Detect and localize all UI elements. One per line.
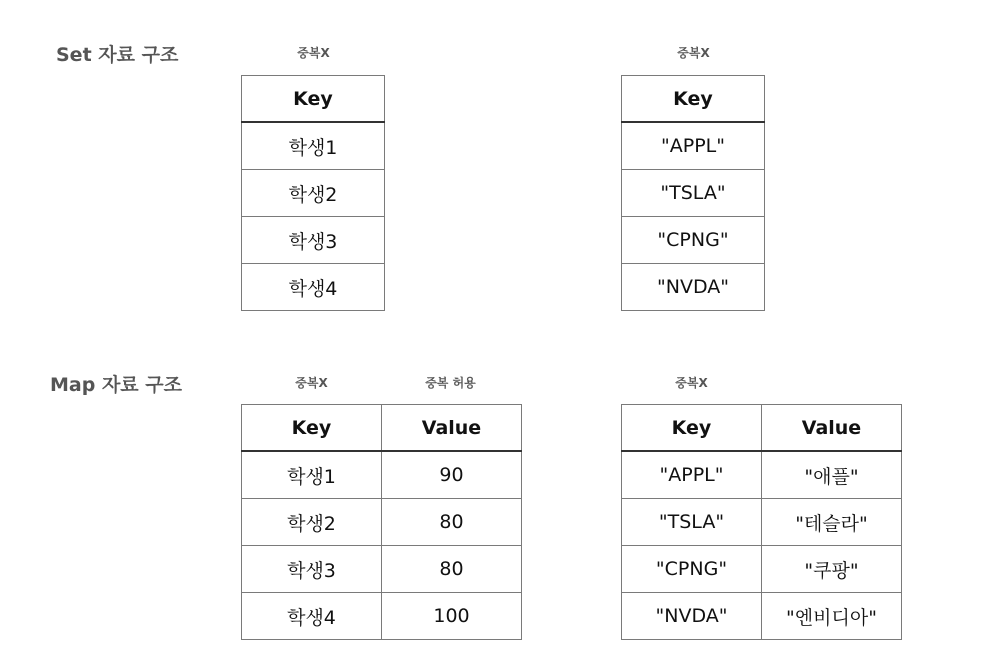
map-ticker-company-table: [621, 404, 902, 640]
value-cell: 80: [382, 546, 522, 593]
table-row: [622, 122, 765, 170]
value-cell: "쿠팡": [762, 546, 902, 593]
table-cell: "TSLA": [622, 170, 765, 217]
key-cell: 학생1: [242, 451, 382, 499]
table-row: [242, 499, 522, 546]
key-cell: 학생2: [242, 499, 382, 546]
value-cell: 80: [382, 499, 522, 546]
set-ticker-table: [621, 75, 765, 311]
table-row: [242, 451, 522, 499]
set-section-title: Set 자료 구조: [56, 44, 179, 66]
key-header: Key: [622, 405, 762, 452]
table-row: [622, 217, 765, 264]
set-left-key-caption: 중복X: [297, 46, 330, 60]
map-left-value-caption: 중복 허용: [425, 376, 476, 390]
key-cell: 학생3: [242, 546, 382, 593]
key-header: Key: [622, 76, 765, 123]
table-row: [622, 546, 902, 593]
set-right-key-caption: 중복X: [677, 46, 710, 60]
value-cell: "엔비디아": [762, 593, 902, 640]
table-header-row: [242, 405, 522, 452]
table-cell: "NVDA": [622, 264, 765, 311]
key-header: Key: [242, 76, 385, 123]
table-row: [242, 217, 385, 264]
table-row: [242, 264, 385, 311]
key-header: Key: [242, 405, 382, 452]
table-cell: "APPL": [622, 122, 765, 170]
set-student-table: [241, 75, 385, 311]
map-left-key-caption: 중복X: [295, 376, 328, 390]
value-cell: 90: [382, 451, 522, 499]
table-row: [622, 593, 902, 640]
key-cell: "APPL": [622, 451, 762, 499]
key-cell: "TSLA": [622, 499, 762, 546]
value-cell: "테슬라": [762, 499, 902, 546]
map-right-key-caption: 중복X: [675, 376, 708, 390]
table-cell: "CPNG": [622, 217, 765, 264]
key-cell: "NVDA": [622, 593, 762, 640]
table-header-row: [622, 405, 902, 452]
table-row: [242, 546, 522, 593]
value-cell: "애플": [762, 451, 902, 499]
value-header: Value: [382, 405, 522, 452]
table-cell: 학생2: [242, 170, 385, 217]
table-header-row: [242, 76, 385, 123]
table-row: [242, 593, 522, 640]
table-row: [622, 451, 902, 499]
value-cell: 100: [382, 593, 522, 640]
table-row: [622, 170, 765, 217]
key-cell: "CPNG": [622, 546, 762, 593]
map-section-title: Map 자료 구조: [50, 374, 182, 396]
table-cell: 학생4: [242, 264, 385, 311]
table-row: [242, 170, 385, 217]
value-header: Value: [762, 405, 902, 452]
table-row: [242, 122, 385, 170]
table-row: [622, 264, 765, 311]
table-row: [622, 499, 902, 546]
table-cell: 학생1: [242, 122, 385, 170]
map-student-score-table: [241, 404, 522, 640]
table-header-row: [622, 76, 765, 123]
table-cell: 학생3: [242, 217, 385, 264]
key-cell: 학생4: [242, 593, 382, 640]
